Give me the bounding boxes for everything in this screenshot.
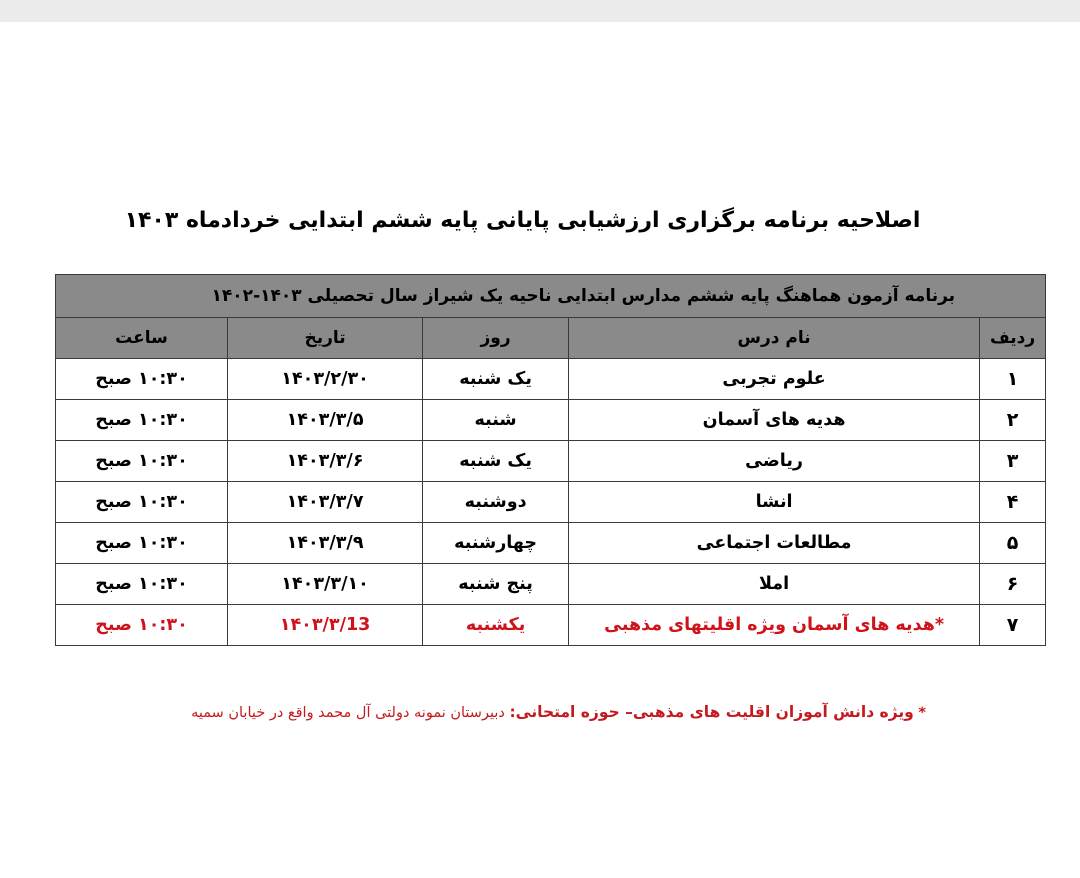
row-day: یک شنبه (423, 441, 569, 482)
row-index: ۴ (980, 482, 1046, 523)
row-date: ۱۴۰۳/۳/۵ (228, 400, 423, 441)
header-index: ردیف (980, 318, 1046, 359)
row-time: ۱۰:۳۰ صبح (56, 400, 228, 441)
row-index: ۳ (980, 441, 1046, 482)
footnote-text: دبیرستان نمونه دولتی آل محمد واقع در خیابان سمیه (191, 705, 505, 721)
row-date: ۱۴۰۳/۳/۶ (228, 441, 423, 482)
header-day: روز (423, 318, 569, 359)
row-time: ۱۰:۳۰ صبح (56, 605, 228, 646)
table-row (56, 482, 1046, 523)
row-date: ۱۴۰۳/۲/۳۰ (228, 359, 423, 400)
row-index: ۲ (980, 400, 1046, 441)
table-caption: برنامه آزمون هماهنگ پایه ششم مدارس ابتدایی ناحیه یک شیراز سال تحصیلی ۱۴۰۳-۱۴۰۲ (56, 275, 1046, 318)
row-subject: مطالعات اجتماعی (569, 523, 980, 564)
document-title: اصلاحیه برنامه برگزاری ارزشیابی پایانی پایه ششم ابتدایی خردادماه ۱۴۰۳ (124, 208, 921, 233)
header-time: ساعت (56, 318, 228, 359)
row-subject: *هدیه های آسمان ویژه اقلیتهای مذهبی (569, 605, 980, 646)
row-day: دوشنبه (423, 482, 569, 523)
row-date: ۱۴۰۳/۳/13 (228, 605, 423, 646)
table-row-highlighted (56, 605, 1046, 646)
row-index: ۷ (980, 605, 1046, 646)
row-subject: انشا (569, 482, 980, 523)
row-time: ۱۰:۳۰ صبح (56, 482, 228, 523)
table-caption-row (56, 275, 1046, 318)
row-index: ۶ (980, 564, 1046, 605)
row-subject: ریاضی (569, 441, 980, 482)
row-date: ۱۴۰۳/۳/۹ (228, 523, 423, 564)
row-subject: املا (569, 564, 980, 605)
footnote-star: * (918, 705, 926, 721)
top-strip (0, 0, 1080, 22)
table-row (56, 441, 1046, 482)
footnote-bold-text: ویژه دانش آموزان اقلیت های مذهبی– حوزه امتحانی: (509, 703, 914, 721)
row-time: ۱۰:۳۰ صبح (56, 523, 228, 564)
footnote (118, 703, 926, 721)
table-header-row (56, 318, 1046, 359)
table-row (56, 359, 1046, 400)
row-day: شنبه (423, 400, 569, 441)
row-time: ۱۰:۳۰ صبح (56, 564, 228, 605)
exam-schedule-table (55, 274, 1046, 646)
row-time: ۱۰:۳۰ صبح (56, 441, 228, 482)
header-subject: نام درس (569, 318, 980, 359)
row-date: ۱۴۰۳/۳/۱۰ (228, 564, 423, 605)
row-day: یک شنبه (423, 359, 569, 400)
table-row (56, 400, 1046, 441)
row-subject: علوم تجربی (569, 359, 980, 400)
row-day: یکشنبه (423, 605, 569, 646)
table-row (56, 564, 1046, 605)
row-date: ۱۴۰۳/۳/۷ (228, 482, 423, 523)
row-index: ۱ (980, 359, 1046, 400)
row-day: چهارشنبه (423, 523, 569, 564)
row-day: پنج شنبه (423, 564, 569, 605)
row-time: ۱۰:۳۰ صبح (56, 359, 228, 400)
row-subject: هدیه های آسمان (569, 400, 980, 441)
row-index: ۵ (980, 523, 1046, 564)
table-row (56, 523, 1046, 564)
header-date: تاریخ (228, 318, 423, 359)
